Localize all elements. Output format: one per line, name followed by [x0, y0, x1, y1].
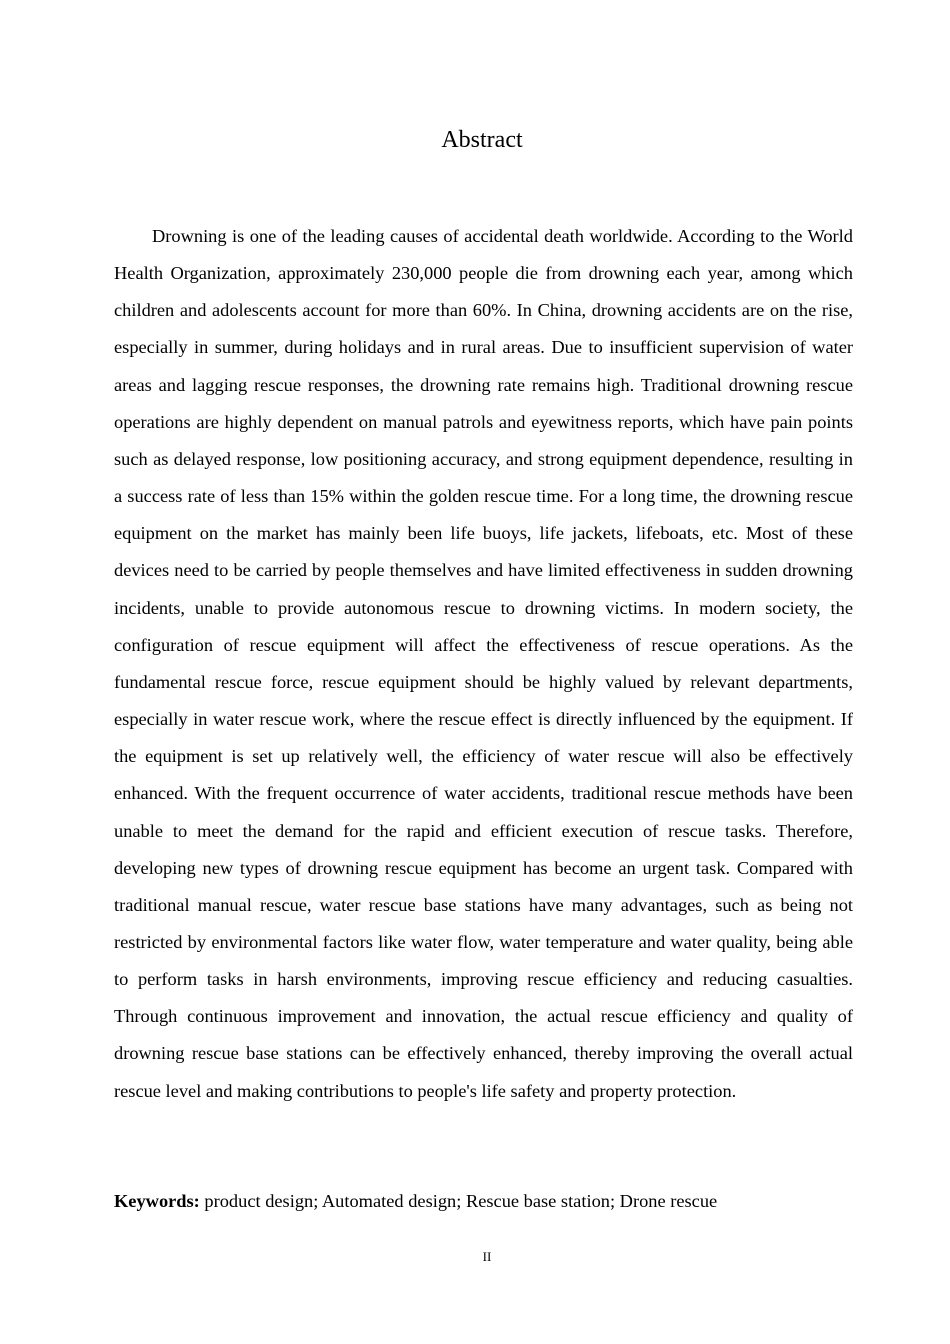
abstract-paragraph: Drowning is one of the leading causes of accidental death worldwide. According to the World Health Organization, approximately 230,000 people die from drowning each year, among which children and adolescents account for more than 60%. In China, drowning accidents are on the rise, especially in summer, during holidays and in rural areas. Due to insufficient supervision of water areas and lagging rescue responses, the drowning rate remains high. Traditional drowning rescue operations are highly dependent on manual patrols and eyewitness reports, which have pain points such as delayed response, low positioning accuracy, and strong equipment dependence, resulting in a success rate of less than 15% within the golden rescue time. For a long time, the drowning rescue equipment on the market has mainly been life buoys, life jackets, lifeboats, etc. Most of these devices need to be carried by people themselves and have limited effectiveness in sudden drowning incidents, unable to provide autonomous rescue to drowning victims. In modern society, the configuration of rescue equipment will affect the effectiveness of rescue operations. As the fundamental rescue force, rescue equipment should be highly valued by relevant departments, especially in water rescue work, where the rescue effect is directly influenced by the equipment. If the equipment is set up relatively well, the efficiency of water rescue will also be effectively enhanced. With the frequent occurrence of water accidents, traditional rescue methods have been unable to meet the demand for the rapid and efficient execution of rescue tasks. Therefore, developing new types of drowning rescue equipment has become an urgent task. Compared with traditional manual rescue, water rescue base stations have many advantages, such as being not restricted by environmental factors like water flow, water temperature and water quality, being able to perform tasks in harsh environments, improving rescue efficiency and reducing casualties. Through continuous improvement and innovation, the actual rescue efficiency and quality of drowning rescue base stations can be effectively enhanced, thereby improving the overall actual rescue level and making contributions to people's life safety and property protection.: [114, 226, 853, 1101]
keywords-line: [114, 1186, 853, 1216]
page-number: II: [482, 1249, 492, 1264]
keywords-label: Keywords:: [114, 1191, 200, 1211]
keywords-value: product design; Automated design; Rescue base station; Drone rescue: [204, 1191, 718, 1211]
abstract-title: Abstract: [441, 127, 523, 153]
